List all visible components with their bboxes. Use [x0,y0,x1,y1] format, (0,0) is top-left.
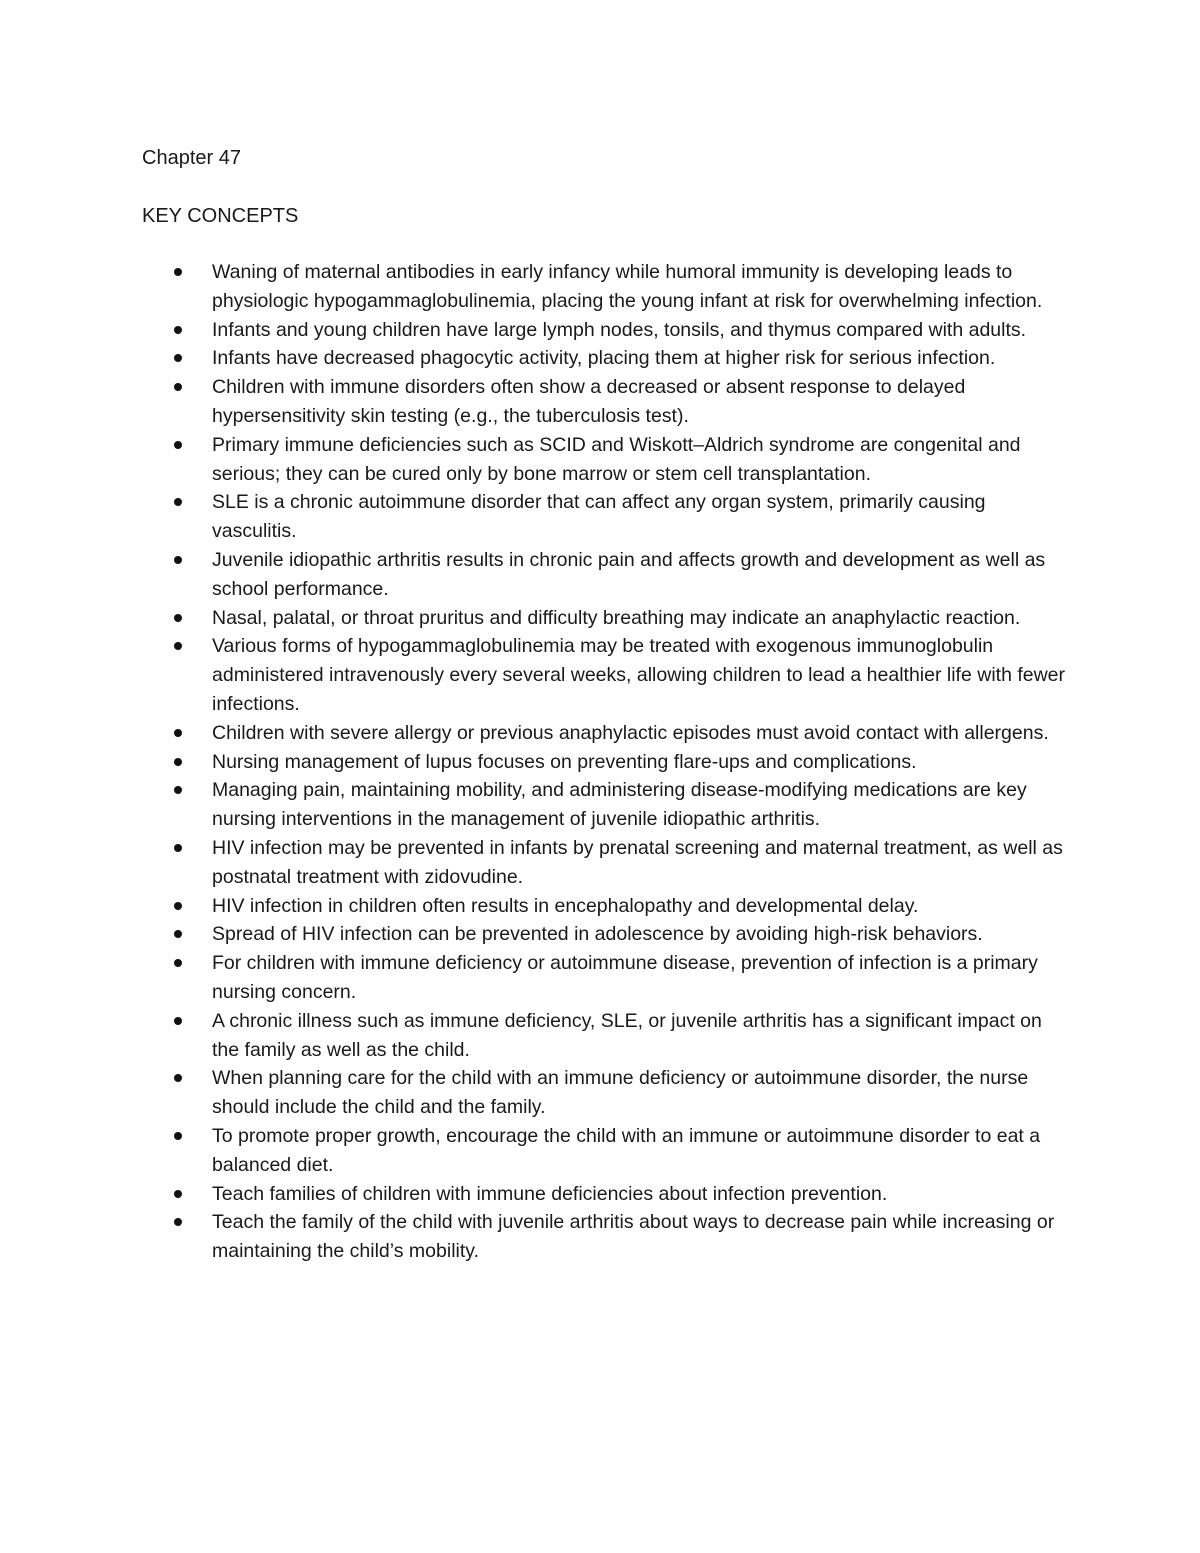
key-concept-item [142,1180,1072,1209]
bullet-icon [174,441,182,449]
key-concept-item [142,834,1072,892]
bullet-icon [174,1132,182,1140]
key-concept-text: Teach the family of the child with juvenile arthritis about ways to decrease pain while increasing or maintaining the child’s mobility. [212,1211,1055,1263]
key-concept-text: Various forms of hypogammaglobulinemia may be treated with exogenous immunoglobulin administered intravenously every several weeks, allowing children to lead a healthier life with fewer infections. [212,635,1066,715]
key-concept-text: SLE is a chronic autoimmune disorder that can affect any organ system, primarily causing vasculitis. [212,491,986,543]
key-concept-item [142,546,1072,604]
key-concept-item [142,488,1072,546]
key-concept-text: A chronic illness such as immune deficiency, SLE, or juvenile arthritis has a significant impact on the family as well as the child. [212,1009,1042,1061]
bullet-icon [174,844,182,852]
key-concept-text: Teach families of children with immune deficiencies about infection prevention. [212,1182,888,1205]
key-concepts-list [142,258,1072,1266]
key-concept-text: For children with immune deficiency or autoimmune disease, prevention of infection is a primary nursing concern. [212,952,1038,1003]
key-concept-item [142,1064,1072,1122]
key-concept-item [142,604,1072,633]
bullet-icon [174,642,182,650]
chapter-title: Chapter 47 [142,147,241,169]
key-concept-item [142,920,1072,949]
bullet-icon [174,326,182,334]
key-concept-text: Children with severe allergy or previous anaphylactic episodes must avoid contact with allergens. [212,721,1049,744]
bullet-icon [174,930,182,938]
key-concept-item [142,431,1072,489]
bullet-icon [174,758,182,766]
key-concept-text: Nasal, palatal, or throat pruritus and difficulty breathing may indicate an anaphylactic reaction. [212,606,1021,629]
key-concept-item [142,1122,1072,1180]
key-concept-item [142,632,1072,718]
key-concept-text: HIV infection may be prevented in infants by prenatal screening and maternal treatment, as well as postnatal treatment with zidovudine. [212,836,1063,888]
key-concept-text: Nursing management of lupus focuses on preventing flare-ups and complications. [212,750,917,773]
key-concept-item [142,719,1072,748]
bullet-icon [174,556,182,564]
key-concept-item [142,748,1072,777]
key-concept-item [142,1007,1072,1065]
key-concept-item [142,344,1072,373]
key-concept-text: Waning of maternal antibodies in early infancy while humoral immunity is developing leads to physiologic hypogammaglobulinemia, placing the young infant at risk for overwhelming infection. [212,261,1043,312]
key-concept-item [142,776,1072,834]
key-concept-text: Spread of HIV infection can be prevented in adolescence by avoiding high-risk behaviors. [212,923,983,946]
key-concept-text: When planning care for the child with an immune deficiency or autoimmune disorder, the nurse should include the child and the family. [212,1067,1029,1119]
bullet-icon [174,729,182,737]
bullet-icon [174,354,182,362]
bullet-icon [174,902,182,910]
key-concept-text: Primary immune deficiencies such as SCID and Wiskott–Aldrich syndrome are congenital and serious; they can be cured only by bone marrow or stem cell transplantation. [212,433,1021,485]
bullet-icon [174,383,182,391]
key-concept-item [142,258,1072,316]
key-concept-text: HIV infection in children often results in encephalopathy and developmental delay. [212,894,919,917]
key-concept-text: Children with immune disorders often show a decreased or absent response to delayed hypersensitivity skin testing (e.g., the tuberculosis test). [212,376,966,427]
key-concept-text: Infants and young children have large lymph nodes, tonsils, and thymus compared with adults. [212,318,1027,341]
key-concept-item [142,1208,1072,1266]
bullet-icon [174,614,182,622]
bullet-icon [174,268,182,276]
bullet-icon [174,498,182,506]
bullet-icon [174,1218,182,1226]
bullet-icon [174,786,182,794]
key-concept-text: Infants have decreased phagocytic activity, placing them at higher risk for serious infection. [212,347,996,370]
key-concept-text: To promote proper growth, encourage the child with an immune or autoimmune disorder to eat a balanced diet. [212,1124,1041,1176]
bullet-icon [174,959,182,967]
bullet-icon [174,1074,182,1082]
bullet-icon [174,1017,182,1025]
section-heading: KEY CONCEPTS [142,205,299,227]
key-concept-item [142,949,1072,1007]
key-concept-text: Managing pain, maintaining mobility, and administering disease-modifying medications are key nursing interventions in the management of juvenile idiopathic arthritis. [212,779,1027,831]
key-concept-text: Juvenile idiopathic arthritis results in chronic pain and affects growth and development as well as school performance. [212,548,1046,600]
bullet-icon [174,1190,182,1198]
key-concept-item [142,373,1072,431]
key-concept-item [142,316,1072,345]
key-concept-item [142,892,1072,921]
